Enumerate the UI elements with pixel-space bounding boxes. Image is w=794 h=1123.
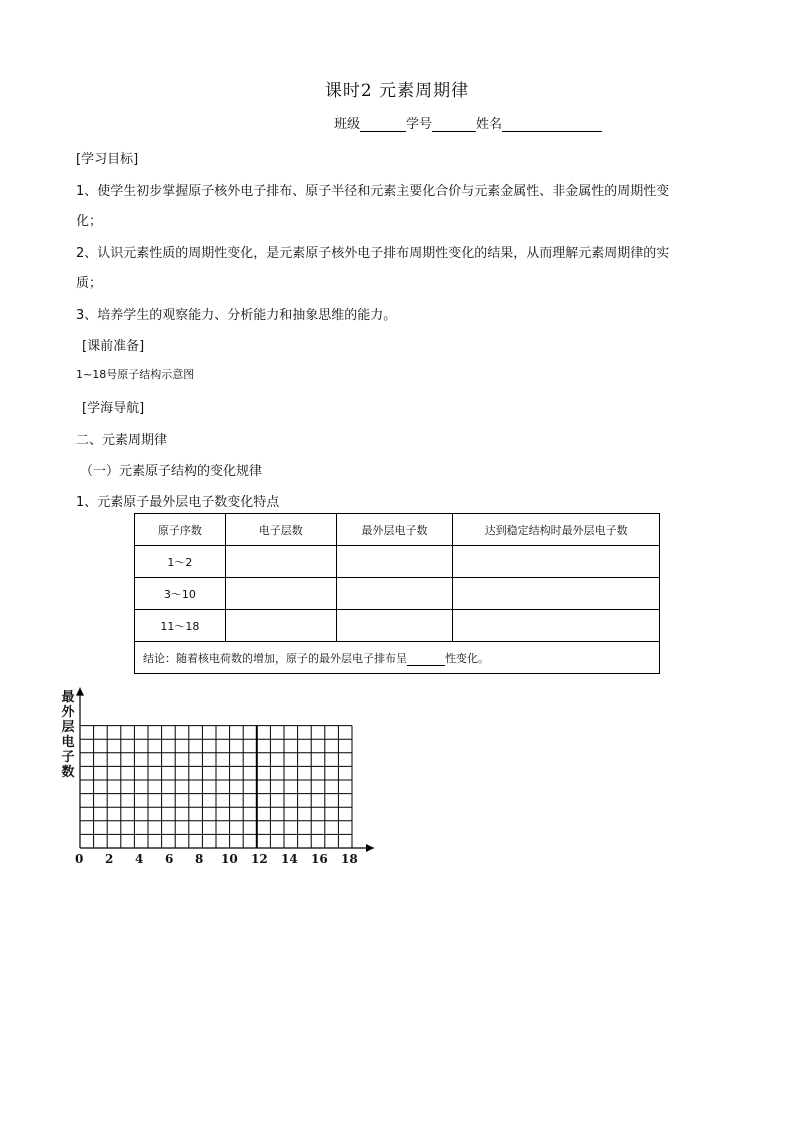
y-axis-arrow-icon [76,688,84,696]
objective-2-line1: 2、认识元素性质的周期性变化，是元素原子核外电子排布周期性变化的结果，从而理解元素周期律的实 [76,246,670,261]
objective-1-line1: 1、使学生初步掌握原子核外电子排布、原子半径和元素主要化合价与元素金属性、非金属性的周期性变 [76,184,670,199]
header-shell-count: 电子层数 [225,514,336,546]
item-1: 1、元素原子最外层电子数变化特点 [76,495,280,510]
x-tick-label: 4 [135,852,144,866]
objectives-heading: [学习目标] [76,152,139,167]
preparation-heading: [课前准备] [82,339,145,354]
objective-1-line2: 化； [76,214,103,229]
header-stable-outer-electrons: 达到稳定结构时最外层电子数 [453,514,660,546]
subsection-1: （一）元素原子结构的变化规律 [80,464,263,479]
objective-2-line2: 质； [76,276,103,291]
conclusion-prefix: 结论：随着核电荷数的增加，原子的最外层电子排布呈 [143,651,407,665]
y-axis-label: 最外层电子数 [61,690,75,780]
navigation-heading: [学海导航] [82,401,145,416]
header-outer-electrons: 最外层电子数 [336,514,453,546]
x-tick-label: 18 [341,852,358,866]
x-tick-label: 16 [311,852,328,866]
x-tick-label: 2 [105,852,114,866]
x-tick-label: 6 [165,852,174,866]
x-tick-label: 10 [221,852,238,866]
row-range: 3～10 [135,578,226,610]
row-range: 11～18 [135,610,226,642]
row-range: 1～2 [135,546,226,578]
x-tick-label: 8 [195,852,204,866]
page-title: 课时2 元素周期律 [324,81,470,101]
x-axis-arrow-icon [366,844,374,852]
part-two-heading: 二、元素周期律 [76,433,168,448]
objective-3: 3、培养学生的观察能力、分析能力和抽象思维的能力。 [76,308,397,323]
preparation-text: 1~18号原子结构示意图 [76,368,195,381]
header-atomic-number: 原子序数 [135,514,226,546]
x-tick-label: 12 [251,852,268,866]
class-label: 班级 [334,117,361,132]
x-tick-label: 14 [281,852,298,866]
x-tick-label: 0 [75,852,84,866]
number-label: 学号 [406,117,433,132]
name-label: 姓名 [476,117,503,132]
conclusion-suffix: 性变化。 [445,651,489,665]
